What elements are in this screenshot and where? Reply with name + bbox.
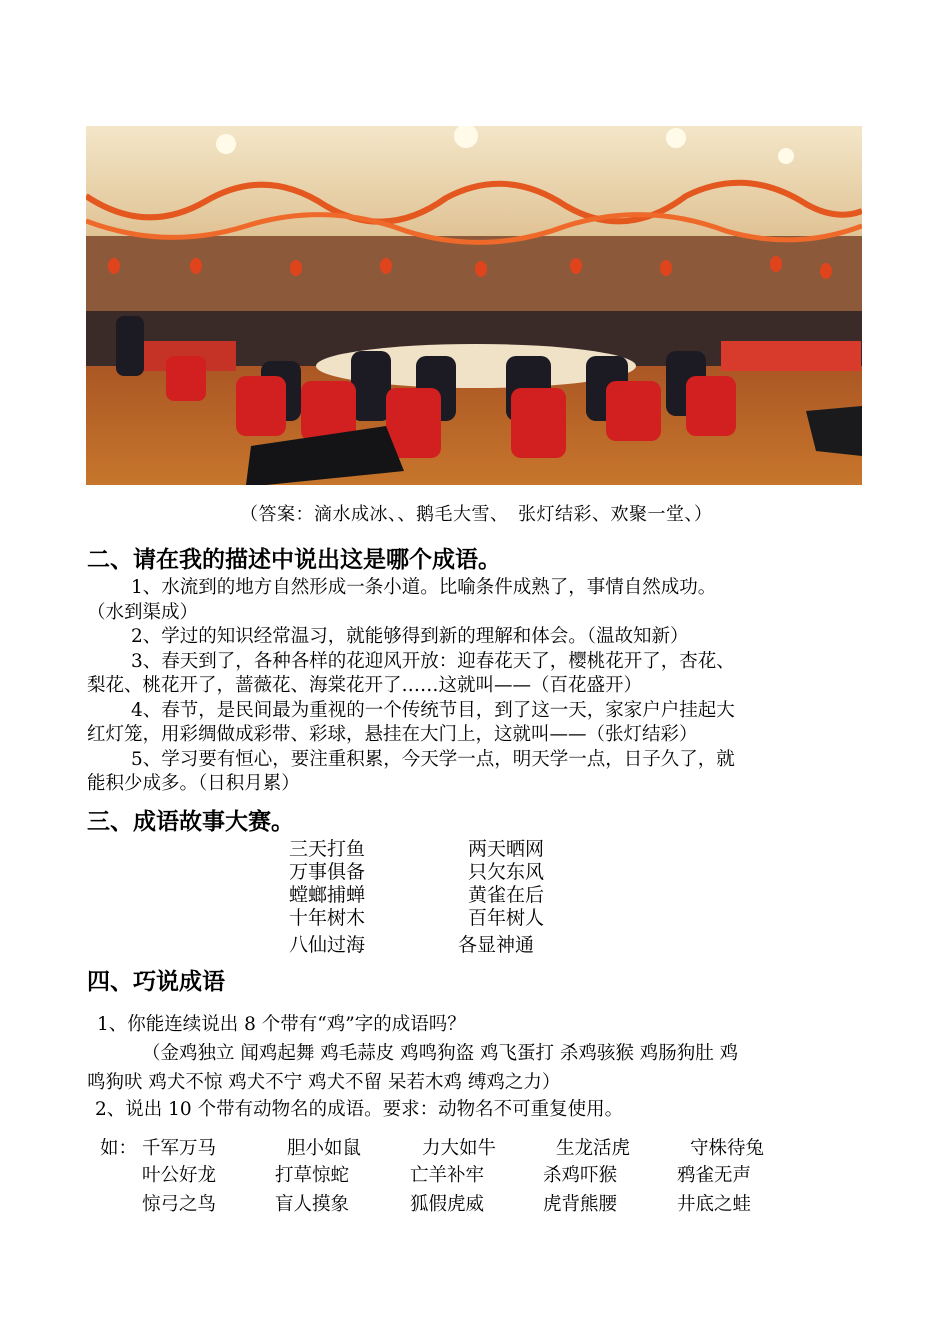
item-1-line-2: （水到渠成） (87, 601, 199, 623)
item-5-line-1: 5、学习要有恒心，要注重积累，今天学一点，明天学一点，日子久了，就 (131, 748, 735, 770)
section3-heading: 三、成语故事大赛。 (87, 809, 294, 835)
idiom-first-half: 八仙过海 (289, 934, 366, 956)
idiom-first-half: 万事俱备 (289, 861, 366, 883)
item-5-line-2: 能积少成多。（日积月累） (87, 773, 300, 794)
section2-heading: 二、请在我的描述中说出这是哪个成语。 (87, 547, 501, 573)
answer-line: （答案：滴水成冰、、鹅毛大雪、 张灯结彩、欢聚一堂、） (240, 504, 713, 525)
answer-1-line-1: （金鸡独立 闻鸡起舞 鸡毛蒜皮 鸡鸣狗盗 鸡飞蛋打 杀鸡骇猴 鸡肠狗肚 鸡 (142, 1043, 739, 1064)
example-idiom: 胆小如鼠 (287, 1138, 362, 1159)
item-1-line-1: 1、水流到的地方自然形成一条小道。比喻条件成熟了，事情自然成功。 (131, 577, 717, 598)
idiom-first-half: 十年树木 (289, 907, 366, 929)
banquet-hall-photo (86, 126, 862, 485)
example-idiom: 守株待兔 (690, 1138, 765, 1159)
example-idiom: 井底之蛙 (677, 1194, 752, 1215)
example-idiom: 叶公好龙 (142, 1165, 217, 1186)
item-4-line-2: 红灯笼，用彩绸做成彩带、彩球，悬挂在大门上，这就叫——（张灯结彩） (87, 724, 698, 745)
example-idiom: 亡羊补牢 (410, 1165, 485, 1186)
question-1: 1、你能连续说出 8 个带有“鸡”字的成语吗？ (97, 1014, 466, 1035)
example-idiom: 力大如牛 (422, 1138, 497, 1159)
section2-body (87, 576, 862, 797)
example-idiom: 杀鸡吓猴 (543, 1165, 618, 1186)
item-2-line-1: 2、学过的知识经常温习，就能够得到新的理解和体会。（温故知新） (131, 626, 689, 647)
idiom-second-half: 各显神通 (458, 934, 535, 956)
item-4-line-1: 4、春节，是民间最为重视的一个传统节目，到了这一天，家家户户挂起大 (131, 699, 735, 721)
example-idiom: 虎背熊腰 (543, 1194, 618, 1215)
idiom-first-half: 三天打鱼 (289, 838, 366, 860)
item-3-line-2: 梨花、桃花开了，蔷薇花、海棠花开了……这就叫——（百花盛开） (87, 675, 643, 696)
idiom-second-half: 两天晒网 (468, 838, 545, 860)
example-idiom: 生龙活虎 (556, 1138, 631, 1159)
answer-1-line-2: 鸣狗吠 鸡犬不惊 鸡犬不宁 鸡犬不留 呆若木鸡 缚鸡之力） (87, 1072, 561, 1093)
item-3-line-1: 3、春天到了，各种各样的花迎风开放：迎春花天了，樱桃花开了，杏花、 (131, 650, 735, 672)
section4-heading: 四、巧说成语 (87, 969, 225, 995)
example-idiom: 打草惊蛇 (275, 1165, 350, 1186)
idiom-first-half: 螳螂捕蝉 (289, 884, 366, 906)
example-idiom: 盲人摸象 (275, 1194, 350, 1215)
idiom-second-half: 只欠东风 (468, 861, 545, 883)
idiom-second-half: 黄雀在后 (468, 884, 545, 906)
example-idiom: 狐假虎威 (410, 1194, 485, 1215)
example-idiom: 千军万马 (142, 1138, 217, 1159)
question-2: 2、说出 10 个带有动物名的成语。要求：动物名不可重复使用。 (95, 1099, 624, 1120)
idiom-second-half: 百年树人 (468, 907, 545, 929)
example-idiom: 鸦雀无声 (677, 1165, 752, 1186)
example-label: 如： (100, 1138, 138, 1159)
example-idiom: 惊弓之鸟 (142, 1194, 217, 1215)
